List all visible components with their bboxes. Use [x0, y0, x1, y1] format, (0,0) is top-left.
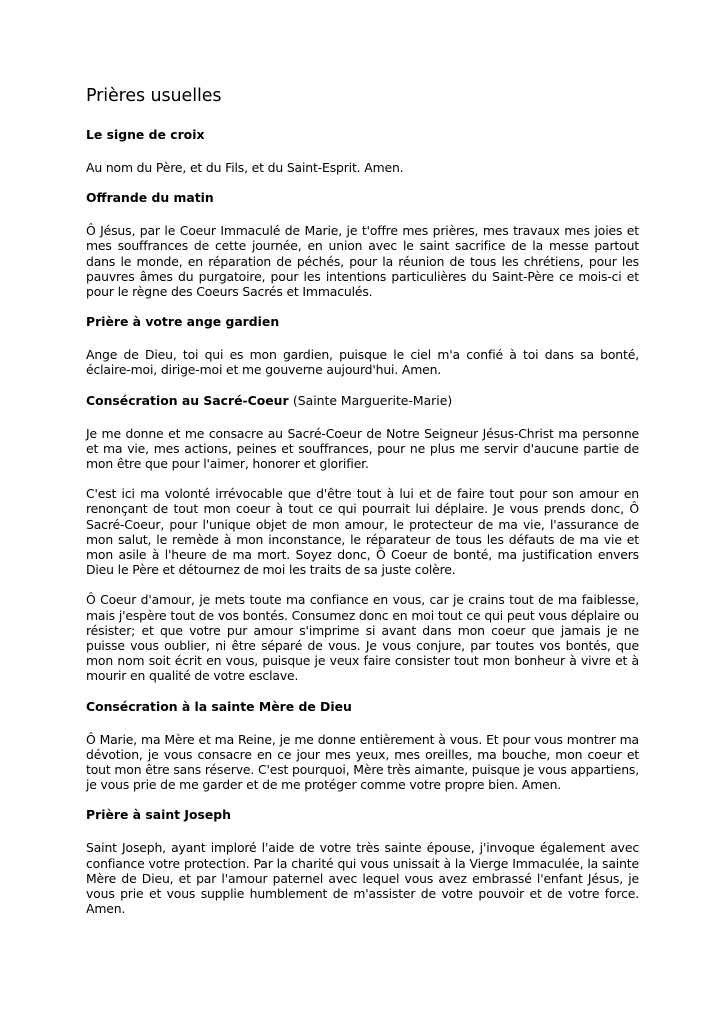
prayer-paragraph: Ô Coeur d'amour, je mets toute ma confiance en vous, car je crains tout de ma faiblesse, mais j'espère tout de vos bontés. Consumez donc en moi tout ce qui peut vous déplaire ou résister; et que votre pur amour s'imprime si avant dans mon coeur que jamais je ne puisse vous oublier, ni être séparé de vous. Je vous conjure, par toutes vos bontés, que mon nom soit écrit en vous, puisque je veux faire consister tout mon bonheur à vivre et à mourir en qualité de votre esclave. [86, 592, 639, 684]
section-heading-text: Prière à votre ange gardien [86, 314, 280, 330]
document-page [86, 84, 639, 932]
section-ange-gardien [86, 314, 639, 377]
section-signe-de-croix [86, 127, 639, 175]
section-sainte-mere-de-dieu [86, 699, 639, 793]
section-heading-text: Le signe de croix [86, 127, 205, 142]
section-heading-text: Consécration à la sainte Mère de Dieu [86, 698, 352, 714]
section-heading [86, 393, 639, 409]
section-heading [86, 314, 639, 330]
section-heading [86, 807, 639, 823]
prayer-paragraph: Saint Joseph, ayant imploré l'aide de votre très sainte épouse, j'invoque également avec confiance votre protection. Par la charité qui vous unissait à la Vierge Immaculée, la sainte Mère de Dieu, et par l'amour paternel avec lequel vous avez embrassé l'enfant Jésus, je vous prie et vous supplie humblement de m'assister de votre pouvoir et de votre force. Amen. [86, 840, 639, 917]
section-sacre-coeur [86, 393, 639, 684]
section-heading-text: Consécration au Sacré-Coeur [86, 392, 289, 408]
section-heading-text: Prière à saint Joseph [86, 807, 231, 823]
section-subheading: (Sainte Marguerite-Marie) [292, 392, 453, 408]
section-heading [86, 127, 639, 143]
section-offrande-du-matin [86, 190, 639, 299]
prayer-paragraph: Je me donne et me consacre au Sacré-Coeur de Notre Seigneur Jésus-Christ ma personne et ma vie, mes actions, peines et souffrances, pour ne plus me servir d'aucune partie de mon être que pour l'aimer, honorer et glorifier. [86, 425, 639, 472]
prayer-paragraph: Ô Jésus, par le Coeur Immaculé de Marie, je t'offre mes prières, mes travaux mes joies et mes souffrances de cette journée, en union avec le saint sacrifice de la messe partout dans le monde, en réparation de péchés, pour la réunion de tous les chrétiens, pour les pauvres âmes du purgatoire, pour les intentions particulières du Saint-Père ce mois-ci et pour le règne des Coeurs Sacrés et Immaculés. [86, 223, 639, 300]
section-heading [86, 190, 639, 206]
prayer-paragraph: Au nom du Père, et du Fils, et du Saint-Esprit. Amen. [86, 160, 404, 175]
section-saint-joseph [86, 807, 639, 916]
section-heading [86, 699, 639, 715]
prayer-paragraph: C'est ici ma volonté irrévocable que d'être tout à lui et de faire tout pour son amour en renonçant de tout mon coeur à tout ce qui pourrait lui déplaire. Je vous prends donc, Ô Sacré-Coeur, pour l'unique objet de mon amour, le protecteur de ma vie, l'assurance de mon salut, le remède à mon inconstance, le réparateur de tous les défauts de ma vie et mon asile à l'heure de ma mort. Soyez donc, Ô Coeur de bonté, ma justification envers Dieu le Père et détournez de moi les traits de sa juste colère. [86, 486, 639, 578]
page-title: Prières usuelles [86, 86, 222, 106]
section-heading-text: Offrande du matin [86, 190, 214, 206]
prayer-paragraph: Ange de Dieu, toi qui es mon gardien, puisque le ciel m'a confié à toi dans sa bonté, éclaire-moi, dirige-moi et me gouverne aujourd'hui. Amen. [86, 347, 639, 378]
prayer-paragraph: Ô Marie, ma Mère et ma Reine, je me donne entièrement à vous. Et pour vous montrer ma dévotion, je vous consacre en ce jour mes yeux, mes oreilles, ma bouche, mon coeur et tout mon être sans réserve. C'est pourquoi, Mère très aimante, puisque je vous appartiens, je vous prie de me garder et de me protéger comme votre propre bien. Amen. [86, 731, 639, 793]
